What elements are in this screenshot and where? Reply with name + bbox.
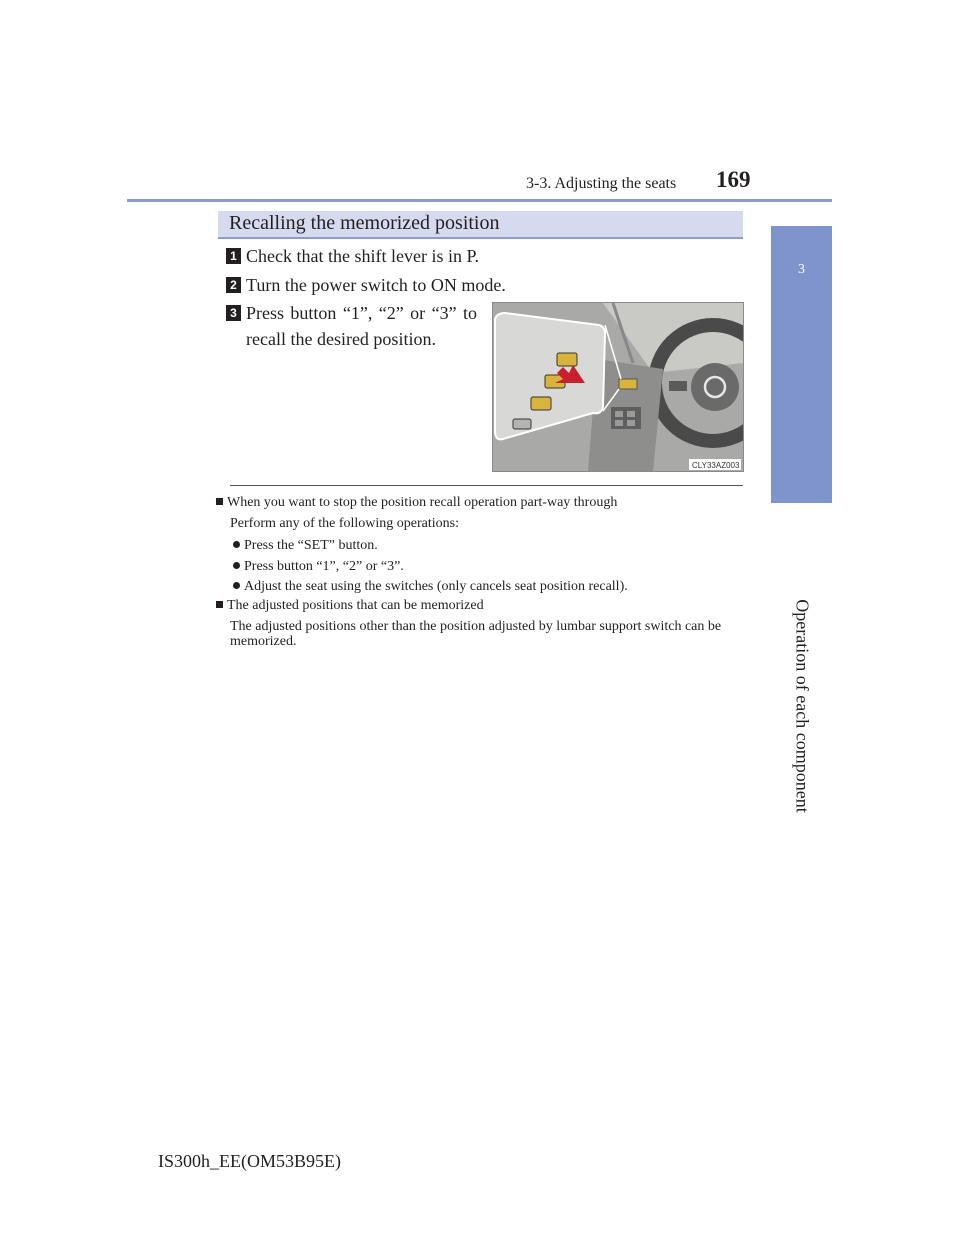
footer-model-code: IS300h_EE(OM53B95E) bbox=[158, 1151, 341, 1171]
round-bullet-icon bbox=[233, 541, 240, 548]
header-rule bbox=[127, 199, 832, 202]
note-heading-1-text: When you want to stop the position recall operation part-way through bbox=[227, 495, 618, 510]
note-body-1: Perform any of the following operations: bbox=[230, 516, 460, 531]
section-heading bbox=[218, 211, 743, 239]
chapter-title-vertical: Operation of each component bbox=[792, 599, 813, 813]
round-bullet-icon bbox=[233, 562, 240, 569]
step-text-1: Check that the shift lever is in P. bbox=[246, 246, 479, 266]
note-bullet-1-text: Press the “SET” button. bbox=[244, 538, 378, 553]
step-badge-1: 1 bbox=[226, 248, 241, 264]
chapter-number: 3 bbox=[798, 262, 805, 277]
note-bullet-3-text: Adjust the seat using the switches (only cancels seat position recall). bbox=[244, 579, 628, 594]
memory-switch-illustration bbox=[492, 302, 744, 472]
note-bullet-3 bbox=[233, 579, 628, 595]
page-number: 169 bbox=[716, 167, 751, 192]
note-bullet-2 bbox=[233, 559, 404, 575]
section-heading-text: Recalling the memorized position bbox=[229, 212, 500, 234]
square-bullet-icon bbox=[216, 498, 223, 505]
step-text-2: Turn the power switch to ON mode. bbox=[246, 275, 506, 295]
step-badge-3: 3 bbox=[226, 305, 241, 321]
note-bullet-2-text: Press button “1”, “2” or “3”. bbox=[244, 559, 404, 574]
note-heading-1 bbox=[216, 495, 617, 511]
running-header-section: 3-3. Adjusting the seats bbox=[526, 175, 677, 192]
note-heading-2 bbox=[216, 598, 484, 614]
section-divider bbox=[230, 485, 743, 486]
square-bullet-icon bbox=[216, 601, 223, 608]
figure-code: CLY33AZ003 bbox=[692, 461, 740, 470]
note-heading-2-text: The adjusted positions that can be memorized bbox=[227, 598, 484, 613]
step-text-3: Press button “1”, “2” or “3” to recall the desired position. bbox=[246, 303, 477, 349]
round-bullet-icon bbox=[233, 582, 240, 589]
step-badge-2: 2 bbox=[226, 277, 241, 293]
note-body-2: The adjusted positions other than the position adjusted by lumbar support switch can be memorized. bbox=[230, 619, 722, 649]
illustration-drawing bbox=[493, 303, 743, 471]
note-bullet-1 bbox=[233, 538, 378, 554]
